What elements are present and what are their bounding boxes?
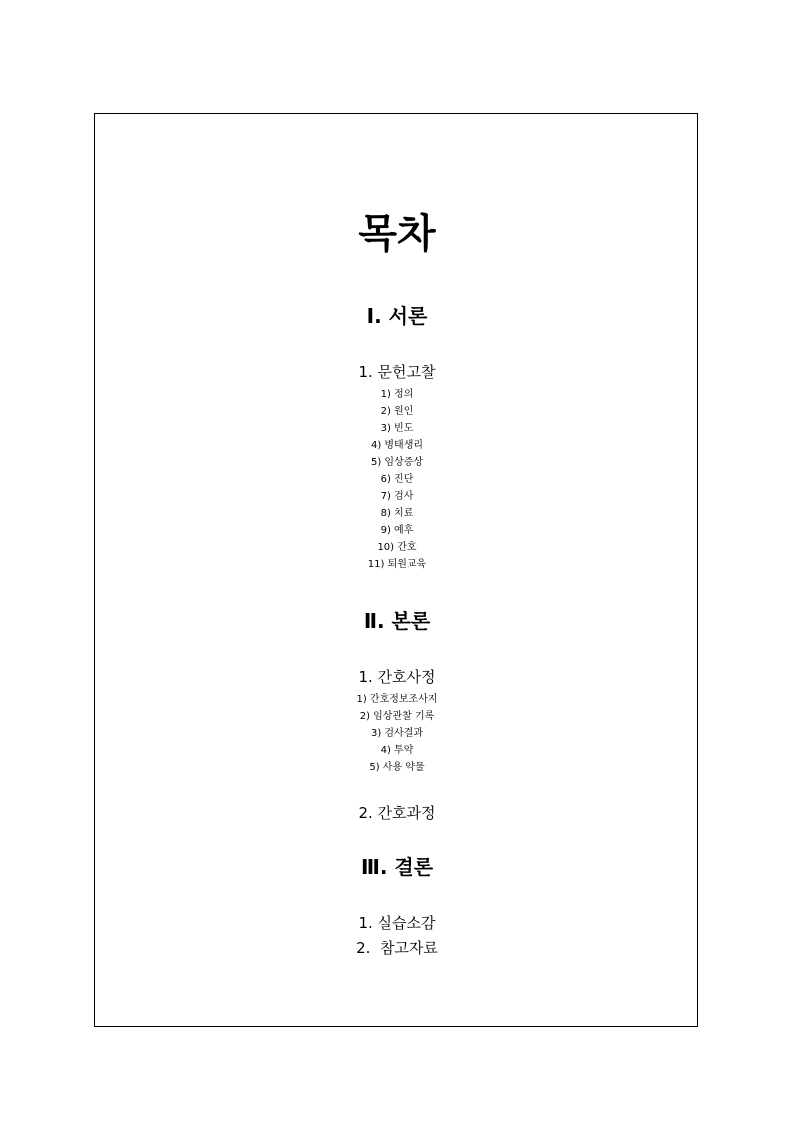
section-heading-conclusion: Ⅲ. 결론 bbox=[360, 855, 434, 879]
section-heading-body: Ⅱ. 본론 bbox=[363, 609, 431, 633]
toc-item: 7) 검사 bbox=[380, 491, 414, 502]
toc-item: 11) 퇴원교육 bbox=[367, 559, 427, 570]
toc-title: 목차 bbox=[358, 211, 436, 257]
toc-item: 6) 진단 bbox=[380, 474, 414, 485]
toc-item: 2) 임상관찰 기록 bbox=[359, 711, 435, 722]
toc-item: 1) 간호정보조사지 bbox=[356, 694, 438, 705]
subsection-nursing-process: 2. 간호과정 bbox=[358, 804, 436, 822]
subsection-nursing-assessment: 1. 간호사정 bbox=[358, 668, 436, 686]
subsection-practicum-reflection: 1. 실습소감 bbox=[358, 914, 436, 932]
subsection-literature-review: 1. 문헌고찰 bbox=[358, 363, 436, 381]
toc-item: 10) 간호 bbox=[377, 542, 417, 553]
toc-item: 8) 치료 bbox=[380, 508, 414, 519]
toc-item: 5) 사용 약물 bbox=[369, 762, 425, 773]
toc-item: 9) 예후 bbox=[380, 525, 414, 536]
toc-item: 3) 검사결과 bbox=[370, 728, 424, 739]
toc-item: 5) 임상증상 bbox=[370, 457, 424, 468]
toc-item: 2) 원인 bbox=[380, 406, 414, 417]
subsection-references: 2. 참고자료 bbox=[356, 939, 438, 957]
toc-item: 4) 투약 bbox=[380, 745, 414, 756]
toc-item: 4) 병태생리 bbox=[370, 440, 424, 451]
toc-item: 3) 빈도 bbox=[380, 423, 414, 434]
toc-item: 1) 정의 bbox=[380, 389, 414, 400]
section-heading-introduction: Ⅰ. 서론 bbox=[366, 304, 428, 328]
